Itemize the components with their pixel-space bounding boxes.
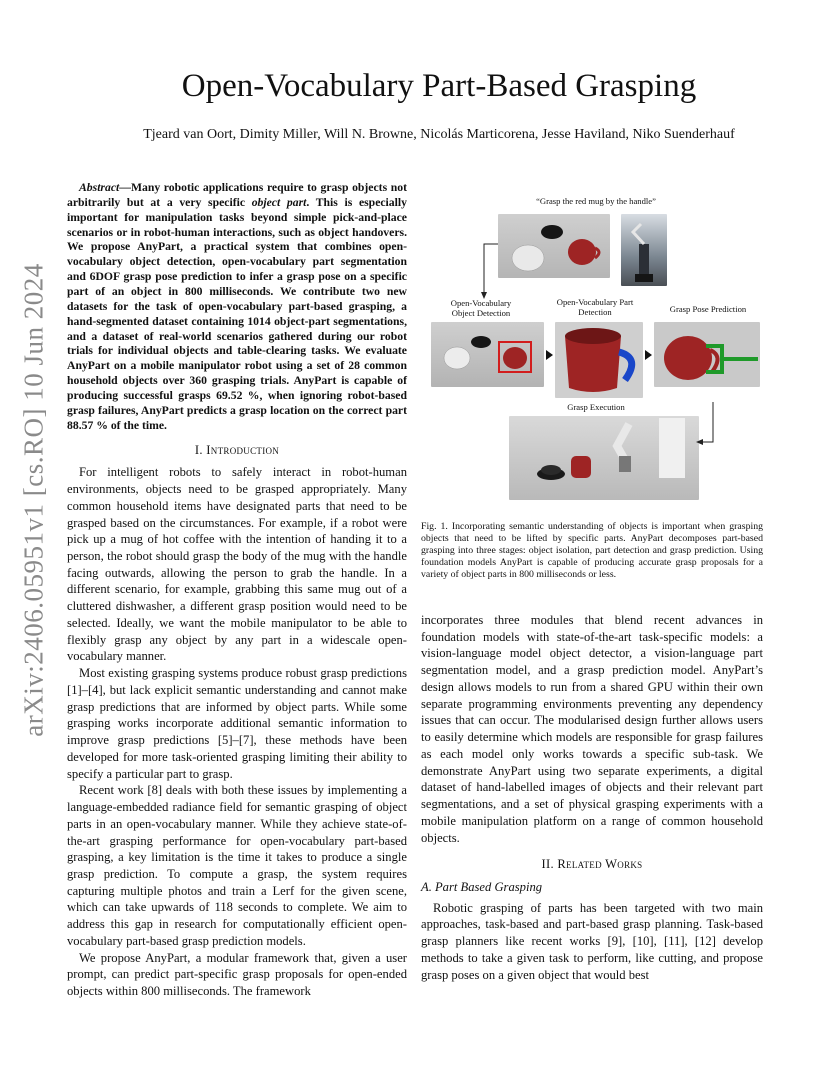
part-illustration bbox=[555, 322, 643, 398]
related-heading: II. Related Works bbox=[541, 857, 643, 872]
paper-title: Open-Vocabulary Part-Based Grasping bbox=[181, 68, 697, 104]
figure-prompt: “Grasp the red mug by the handle” bbox=[536, 196, 656, 206]
flow-arrow-down bbox=[478, 242, 508, 302]
figure-caption: Fig. 1. Incorporating semantic understanding of objects is important when grasping objects that need to be lifted by specific parts. AnyPart decomposes part-based grasping into three stages: object isolation, part detection and grasp prediction. Using foundation models AnyPart is capable of producing accurate grasp proposals for a variety of object parts in 800 milliseconds or less. bbox=[421, 521, 763, 580]
intro-paragraph-1: For intelligent robots to safely interact in robot-human environments, objects need to be grasped appropriately. Many common household items have designated parts that need to be grasped based on the circumstances. For example, if a robot were pick up a mug of hot coffee with the intention of handing it to a person, the robot should grasp the body of the mug with the handle facing outwards, allowing the person to grab the handle. In a different scenario, for example, grabbing this same mug out of a cluttered dishwasher, a different grasp position would need to be selected. Ideally, we want the mobile manipulator to be able to flexibly grasp any object by any part in a widescale open-vocabulary manner. bbox=[67, 465, 407, 664]
figure-1 bbox=[421, 192, 763, 512]
author-list: Tjeard van Oort, Dimity Miller, Will N. Browne, Nicolás Marticorena, Jesse Haviland, Niko Suenderhauf bbox=[143, 127, 735, 142]
intro-heading: I. Introduction bbox=[194, 442, 280, 457]
robot-photo bbox=[621, 214, 667, 286]
abstract bbox=[67, 181, 407, 434]
flow-arrow-return bbox=[691, 402, 721, 452]
abstract-text-2: . This is especially important for manipulation tasks beyond simple pick-and-place scenarios or in robot-human interactions, such as object handovers. We propose AnyPart, a practical system that combines open-vocabulary object detection, open-vocabulary part segmentation and 6DOF grasp pose prediction to infer a grasp pose on a specific part of an object in 800 milliseconds. We contribute two new datasets for the task of open-vocabulary part-based grasping, a hand-segmented dataset containing 1014 object-part segmentations, and a dataset of real-world scenarios gathered during our robot trials for individual objects and table-clearing tasks. We evaluate AnyPart on a mobile manipulator robot using a set of 28 common household objects over 360 grasping trials. AnyPart is capable of producing successful grasps 69.52 %, when ignoring robot-based grasp failures, AnyPart predicts a grasp location on the correct part 88.57 % of the time. bbox=[67, 195, 407, 432]
left-column bbox=[67, 181, 407, 1000]
abstract-text-1: —Many robotic applications require to grasp objects not arbitrarily but at a very specific bbox=[67, 181, 407, 209]
mugs-illustration bbox=[498, 214, 610, 278]
robot-illustration bbox=[621, 214, 667, 286]
detection-illustration bbox=[431, 322, 544, 387]
execution-illustration bbox=[509, 416, 699, 500]
label-object-detection: Open-Vocabulary Object Detection bbox=[450, 298, 512, 319]
label-grasp-execution: Grasp Execution bbox=[567, 402, 625, 412]
arrow-right-1 bbox=[545, 349, 555, 361]
intro-paragraph-3: Recent work [8] deals with both these issues by implementing a language-embedded radiance field for semantic grasping of object parts in an open-vocabulary manner. While they achieve state-of-the-art grasping performance for open-vocabulary part-based grasping, a key limitation is the time it takes to produce a single grasp prediction. To compute a grasp, the system requires capturing multiple photos and train a Lerf for the given scene, which can take upwards of 118 seconds to complete. We aim to address this gap in research for computationally efficient open-vocabulary part-based grasp prediction models. bbox=[67, 783, 407, 948]
abstract-emph: object part bbox=[251, 195, 307, 209]
arrow-right-2 bbox=[644, 349, 654, 361]
right-column bbox=[421, 612, 763, 983]
scene-photo bbox=[498, 214, 610, 278]
detection-photo bbox=[431, 322, 544, 387]
part-detection-photo bbox=[555, 322, 643, 398]
related-paragraph-1: Robotic grasping of parts has been targeted with two main approaches, task-based and part-based grasp planning. Task-based grasp planners like recent works [9], [10], [11], [12] develop methods to take a given task to perform, like cutting, and propose grasp poses on a given object that would best bbox=[421, 900, 763, 982]
grasp-illustration bbox=[654, 322, 760, 387]
intro-paragraph-2: Most existing grasping systems produce robust grasp predictions [1]–[4], but lack explicit semantic understanding and cannot make grasp predictions that are informed by object parts. While some grasping works incorporate additional semantic information to improve grasp predictions [5]–[7], these methods have been developed for more task-oriented grasping limiting their ability to specify a particular part to grasp. bbox=[67, 666, 407, 781]
grasp-pose-photo bbox=[654, 322, 760, 387]
right-paragraph-1: incorporates three modules that blend recent advances in foundation models with state-of-the-art task-specific models: a vision-language model object detector, a vision-language part segmentation model, and a grasp prediction model. AnyPart’s design allows models to run from a shared GPU within their own separate programming environments preventing any dependency issues that can occur. The modularised design further allows users to easily determine which models are responsible for grasp failures as each model only works towards a specific sub-task. We demonstrate AnyPart using two separate experiments, a digital dataset of hand-labelled images of objects and their relevant part segmentations, and a set of physical grasping experiments with a mobile manipulation platform on a range of common household objects. bbox=[421, 613, 763, 845]
execution-photo bbox=[509, 416, 699, 500]
arxiv-side-label: arXiv:2406.05951v1 [cs.RO] 10 Jun 2024 bbox=[18, 263, 49, 737]
related-subheading: A. Part Based Grasping bbox=[421, 880, 543, 895]
label-grasp-pose: Grasp Pose Prediction bbox=[669, 304, 747, 314]
abstract-label: Abstract bbox=[79, 181, 120, 194]
label-part-detection: Open-Vocabulary Part Detection bbox=[556, 297, 634, 318]
intro-paragraph-4: We propose AnyPart, a modular framework that, given a user prompt, can predict part-specific grasp proposals for open-ended objects within 800 milliseconds. The framework bbox=[67, 950, 407, 999]
